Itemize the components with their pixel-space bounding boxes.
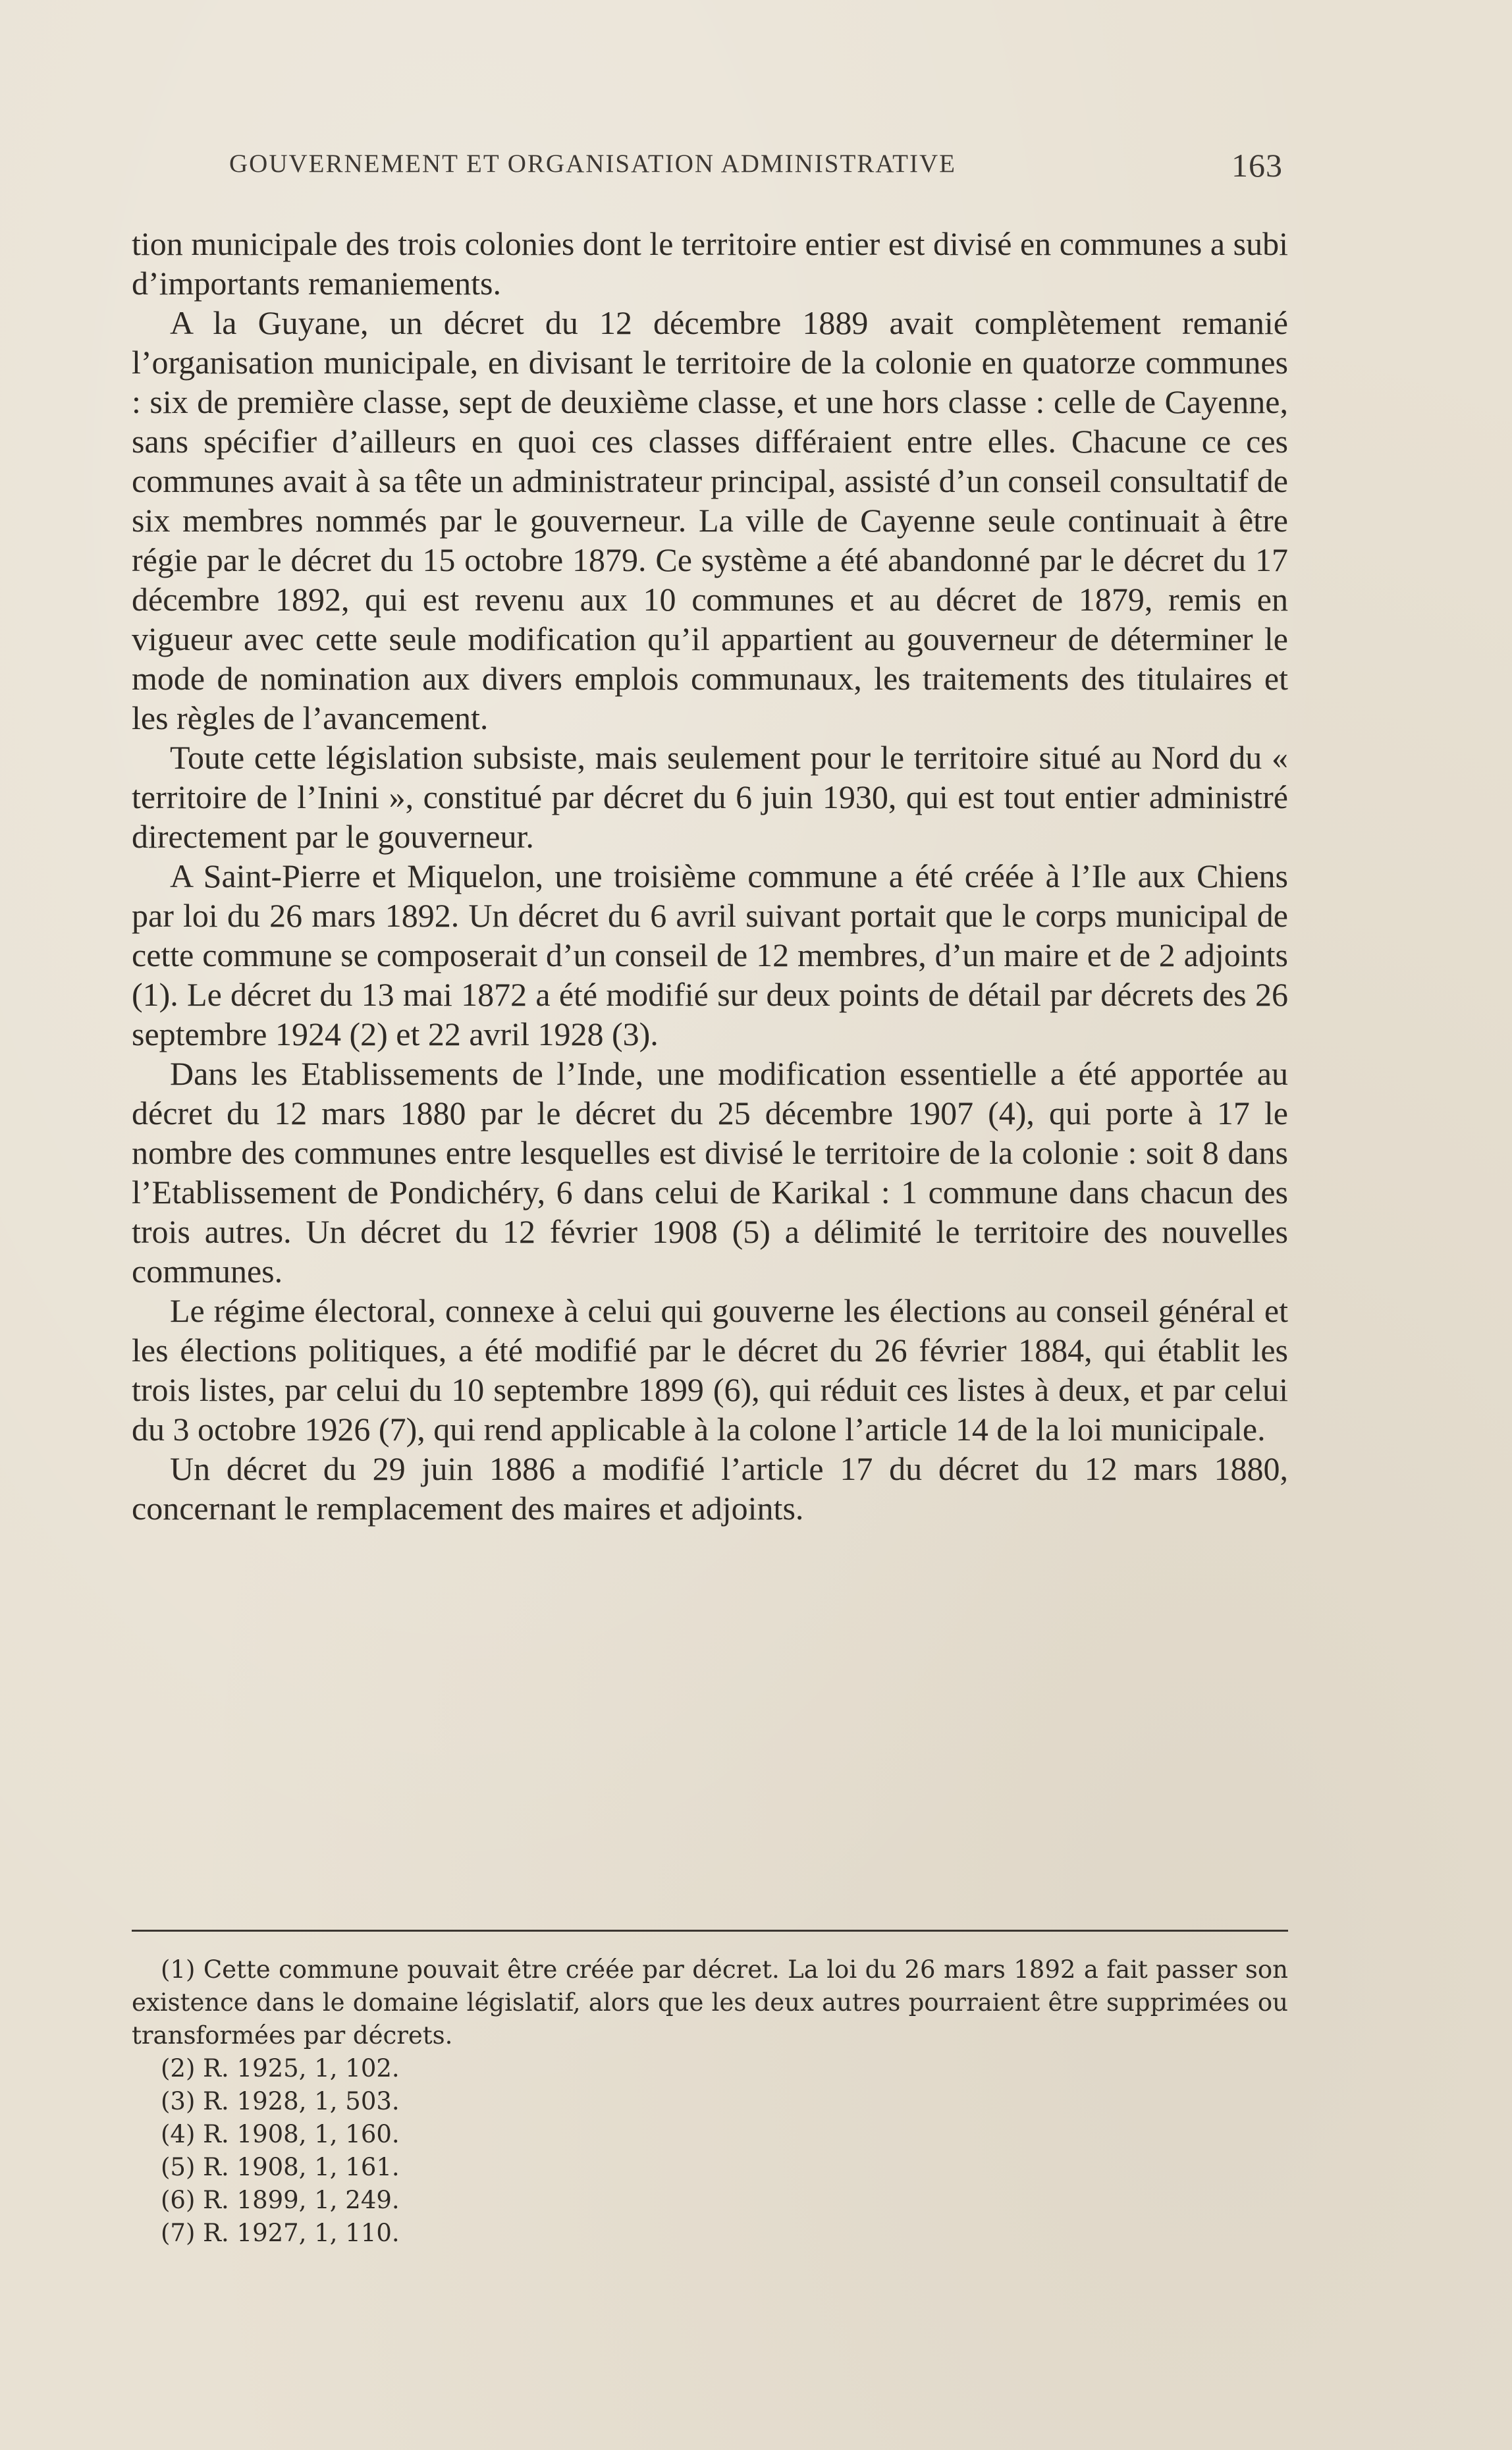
footnote-divider (132, 1930, 1288, 1932)
footnote: (5) R. 1908, 1, 161. (161, 2153, 400, 2181)
footnotes (132, 1953, 1288, 2250)
paragraph: Toute cette législation subsiste, mais seulement pour le territoire situé au Nord du « territoire de l’Inini », constitué par décret du 6 juin 1930, qui est tout entier administré directement par le gouverneur. (132, 739, 1288, 855)
footnote: (4) R. 1908, 1, 160. (161, 2120, 400, 2148)
page-number: 163 (1231, 147, 1283, 184)
paragraph: Dans les Etablissements de l’Inde, une modification essentielle a été apportée au décret du 12 mars 1880 par le décret du 25 décembre 1907 (4), qui porte à 17 le nombre des communes entre lesquelles est divisé le territoire de la colonie : soit 8 dans l’Etablissement de Pondichéry, 6 dans celui de Karikal : 1 commune dans chacun des trois autres. Un décret du 12 février 1908 (5) a délimité le territoire des nouvelles communes. (132, 1055, 1288, 1290)
paragraph: Le régime électoral, connexe à celui qui gouverne les élections au conseil général et les élections politiques, a été modifié par le décret du 26 février 1884, qui établit les trois listes, par celui du 10 septembre 1899 (6), qui réduit ces listes à deux, et par celui du 3 octobre 1926 (7), qui rend applicable à la colone l’article 14 de la loi municipale. (132, 1292, 1288, 1448)
header-title: GOUVERNEMENT ET ORGANISATION ADMINISTRATIVE (229, 150, 956, 178)
paragraph: Un décret du 29 juin 1886 a modifié l’article 17 du décret du 12 mars 1880, concernant le remplacement des maires et adjoints. (132, 1450, 1288, 1527)
footnote: (2) R. 1925, 1, 102. (161, 2054, 400, 2082)
main-text (132, 224, 1288, 1528)
paragraph: tion municipale des trois colonies dont le territoire entier est divisé en communes a subi d’importants remaniements. (132, 225, 1288, 302)
paragraph: A Saint-Pierre et Miquelon, une troisième commune a été créée à l’Ile aux Chiens par loi du 26 mars 1892. Un décret du 6 avril suivant portait que le corps municipal de cette commune se composerait d’un conseil de 12 membres, d’un maire et de 2 adjoints (1). Le décret du 13 mai 1872 a été modifié sur deux points de détail par décrets des 26 septembre 1924 (2) et 22 avril 1928 (3). (132, 858, 1288, 1052)
footnote: (7) R. 1927, 1, 110. (161, 2219, 400, 2247)
footnote: (3) R. 1928, 1, 503. (161, 2087, 400, 2115)
running-header (229, 147, 1283, 184)
paragraph: A la Guyane, un décret du 12 décembre 1889 avait complètement remanié l’organisation municipale, en divisant le territoire de la colonie en quatorze communes : six de première classe, sept de deuxième classe, et une hors classe : celle de Cayenne, sans spécifier d’ailleurs en quoi ces classes différaient entre elles. Chacune ce ces communes avait à sa tête un administrateur principal, assisté d’un conseil consultatif de six membres nommés par le gouverneur. La ville de Cayenne seule continuait à être régie par le décret du 15 octobre 1879. Ce système a été abandonné par le décret du 17 décembre 1892, qui est revenu aux 10 communes et au décret de 1879, remis en vigueur avec cette seule modification qu’il appartient au gouverneur de déterminer le mode de nomination aux divers emplois communaux, les traitements des titulaires et les règles de l’avancement. (132, 304, 1288, 736)
footnote: (6) R. 1899, 1, 249. (161, 2186, 400, 2214)
footnote: (1) Cette commune pouvait être créée par décret. La loi du 26 mars 1892 a fait passer son existence dans le domaine législatif, alors que les deux autres pourraient être supprimées ou transformées par décrets. (132, 1955, 1288, 2050)
